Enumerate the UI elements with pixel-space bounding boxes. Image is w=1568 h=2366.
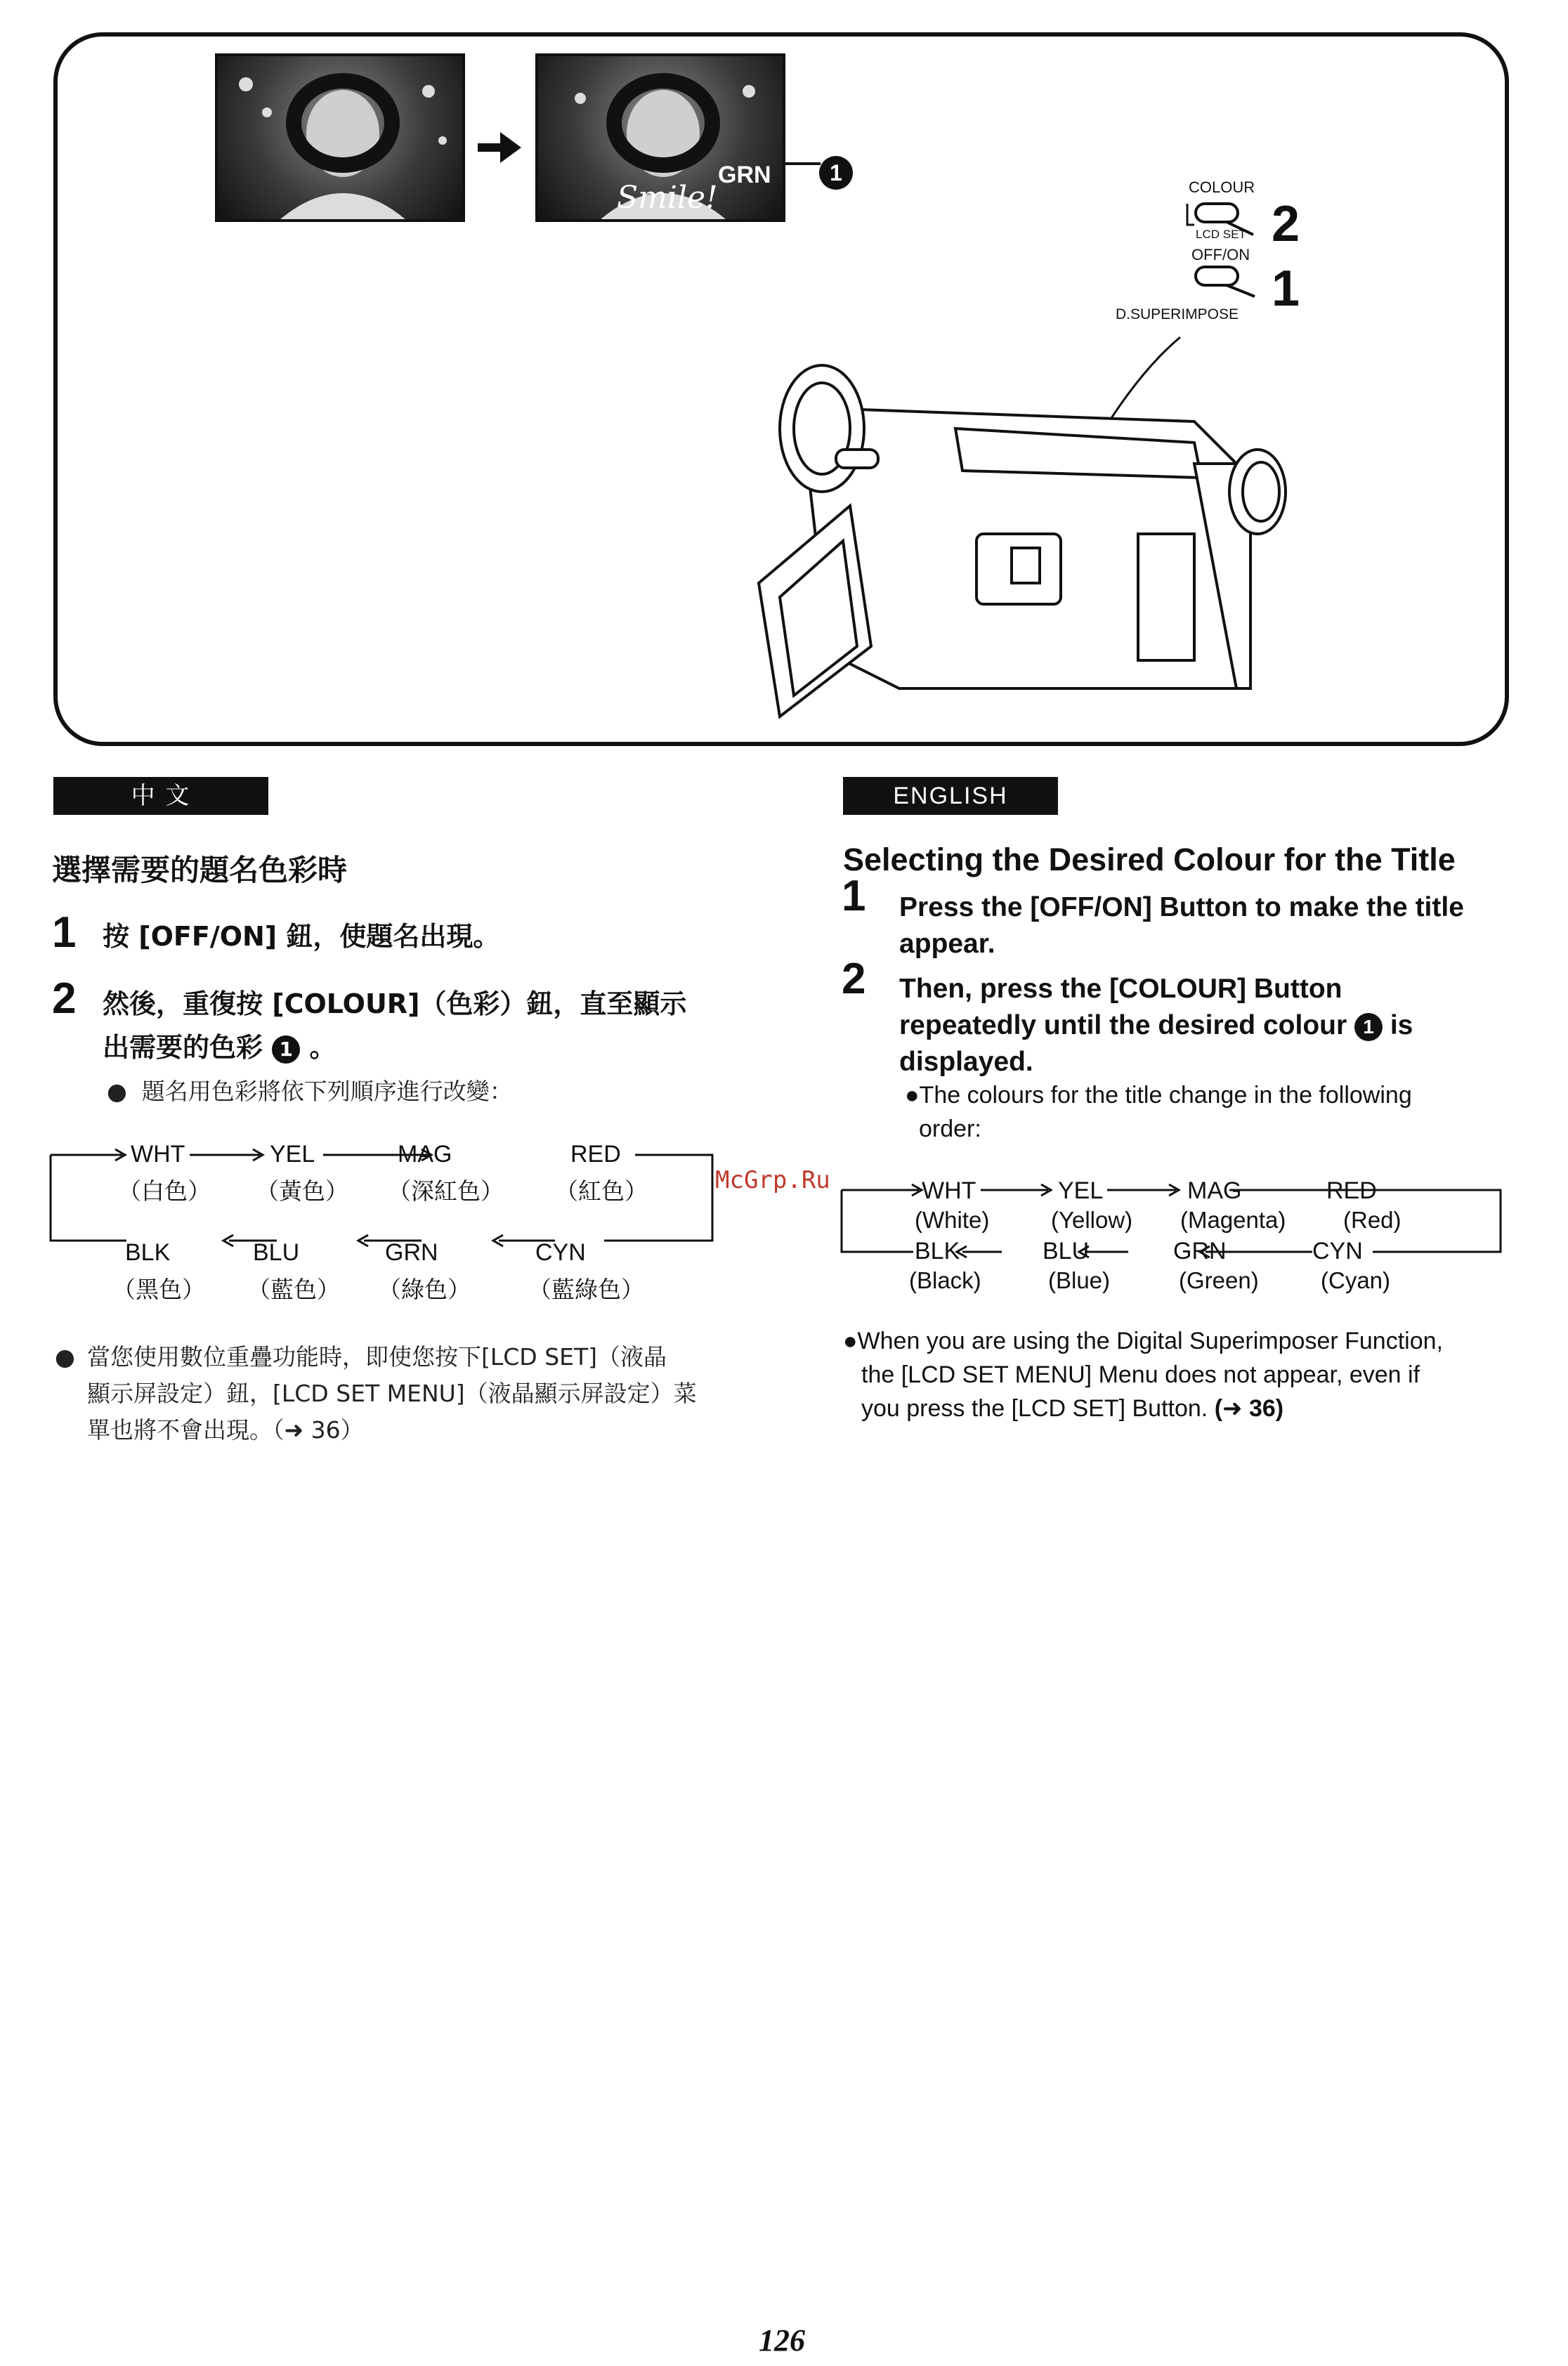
english-flow-mag: MAG [1187,1177,1242,1204]
english-note-line1 [843,1325,1443,1358]
chinese-callout-marker: 1 [272,1035,300,1064]
english-flow-grn: GRN [1173,1238,1227,1264]
screen-before-image [215,53,465,222]
english-callout-marker: 1 [1354,1013,1383,1041]
chinese-step2-number: 2 [52,974,77,1023]
chinese-flow-blu-sub: （藍色） [247,1276,340,1303]
english-flow-yel-sub: (Yellow) [1051,1207,1133,1233]
english-bullet1-line2: order: [919,1116,981,1142]
english-bullet1-text: The colours for the title change in the following [919,1082,1412,1109]
screen-after-image [535,53,785,222]
chinese-bullet1-text: 題名用色彩將依下列順序進行改變： [141,1078,513,1105]
chinese-flow-mag: MAG [398,1141,452,1168]
step1-callout: 1 [1272,261,1300,317]
chinese-flow-cyn: CYN [535,1239,586,1266]
english-flow-wht: WHT [922,1177,976,1204]
bullet-icon: ● [55,1343,75,1371]
english-flow-blk: BLK [915,1238,960,1264]
english-flow-blu-sub: (Blue) [1048,1267,1111,1293]
english-note-line3a: you press the [LCD SET] Button. [861,1395,1208,1422]
english-note-line1-text: When you are using the Digital Superimposer Function, [857,1328,1443,1354]
english-step1-number: 1 [842,872,866,920]
chinese-flow-yel-sub: （黃色） [256,1177,348,1205]
step2-callout: 2 [1272,196,1300,252]
chinese-flow-yel: YEL [270,1141,315,1168]
chinese-step2-line2-text: 出需要的色彩 [103,1032,263,1063]
superimpose-label: D.SUPERIMPOSE [1116,306,1239,322]
person-image [218,56,465,222]
english-flow-cyn-sub: (Cyan) [1321,1267,1391,1293]
english-note-ref: (➜ 36) [1214,1395,1284,1422]
chinese-step1-text: 按 [OFF/ON] 鈕，使題名出現。 [103,921,500,952]
callout-marker: 1 [819,156,853,190]
colour-indicator: GRN [718,162,771,188]
english-flow-red: RED [1326,1177,1377,1204]
chinese-step2-line1: 然後，重復按 [COLOUR]（色彩）鈕，直至顯示 [103,988,687,1019]
chinese-flow-red-sub: （紅色） [555,1177,648,1205]
english-flow-cyn: CYN [1312,1238,1363,1264]
offon-button-icon [1187,264,1272,303]
english-note-line3 [861,1392,1283,1425]
english-step2-line2a: repeatedly until the desired colour [899,1010,1347,1040]
english-flow-grn-sub: (Green) [1179,1267,1259,1293]
chinese-flow-wht: WHT [131,1141,185,1168]
english-flow-mag-sub: (Magenta) [1180,1207,1286,1233]
english-step1-line2: appear. [899,929,995,959]
page-number: 126 [759,2323,805,2358]
chinese-flow-mag-sub: （深紅色） [388,1177,504,1205]
chinese-note-line1: 當您使用數位重疊功能時，即使您按下[LCD SET]（液晶 [87,1343,667,1371]
arrow-right-icon [475,126,524,169]
english-heading: Selecting the Desired Colour for the Title [843,842,1456,877]
chinese-note-line2: 顯示屏設定）鈕，[LCD SET MENU]（液晶顯示屏設定）菜 [87,1380,697,1407]
english-note-line2: the [LCD SET MENU] Menu does not appear, even if [861,1361,1420,1388]
chinese-step2-line2 [103,1027,337,1068]
bullet-icon: ● [905,1082,920,1109]
english-flow-yel: YEL [1058,1177,1104,1204]
chinese-bullet1 [107,1073,513,1110]
chinese-flow-grn-sub: （綠色） [378,1276,471,1303]
chinese-flow-grn: GRN [385,1239,438,1266]
english-flow-blk-sub: (Black) [909,1267,981,1293]
camcorder-image [745,323,1349,731]
offon-button-label: OFF/ON [1191,246,1250,263]
bullet-icon: ● [843,1328,858,1354]
english-tab: ENGLISH [843,777,1058,815]
english-step2-line2b: is [1390,1010,1413,1040]
chinese-step1-number: 1 [52,908,77,957]
chinese-tab: 中 文 [53,777,268,815]
english-bullet1-line1 [905,1079,1412,1112]
chinese-note-line3: 單也將不會出現。（➜ 36） [87,1416,364,1444]
watermark: McGrp.Ru [715,1166,830,1194]
chinese-flow-cyn-sub: （藍綠色） [528,1276,644,1303]
english-flow-blu: BLU [1043,1238,1090,1264]
chinese-flow-red: RED [570,1141,621,1168]
english-step1-line1: Press the [OFF/ON] Button to make the title [899,892,1464,922]
chinese-flow-blu: BLU [253,1239,300,1266]
english-step2-number: 2 [842,955,866,1003]
english-flow-wht-sub: (White) [915,1207,990,1233]
english-step2-line2 [899,1007,1413,1044]
chinese-flow-wht-sub: （白色） [118,1177,211,1205]
chinese-heading: 選擇需要的題名色彩時 [52,853,348,887]
chinese-flow-blk: BLK [125,1239,171,1266]
colour-button-label: COLOUR [1189,178,1255,196]
callout-line [785,160,821,167]
bullet-icon: ● [107,1078,142,1105]
english-step2-line1: Then, press the [COLOUR] Button [899,974,1342,1004]
english-step2-line3: displayed. [899,1047,1033,1077]
title-caption: Smile! [617,180,718,216]
chinese-step2-tail: 。 [309,1032,337,1063]
chinese-flow-blk-sub: （黑色） [112,1276,205,1303]
lcd-set-label: LCD SET [1196,228,1246,241]
english-flow-red-sub: (Red) [1343,1207,1402,1233]
